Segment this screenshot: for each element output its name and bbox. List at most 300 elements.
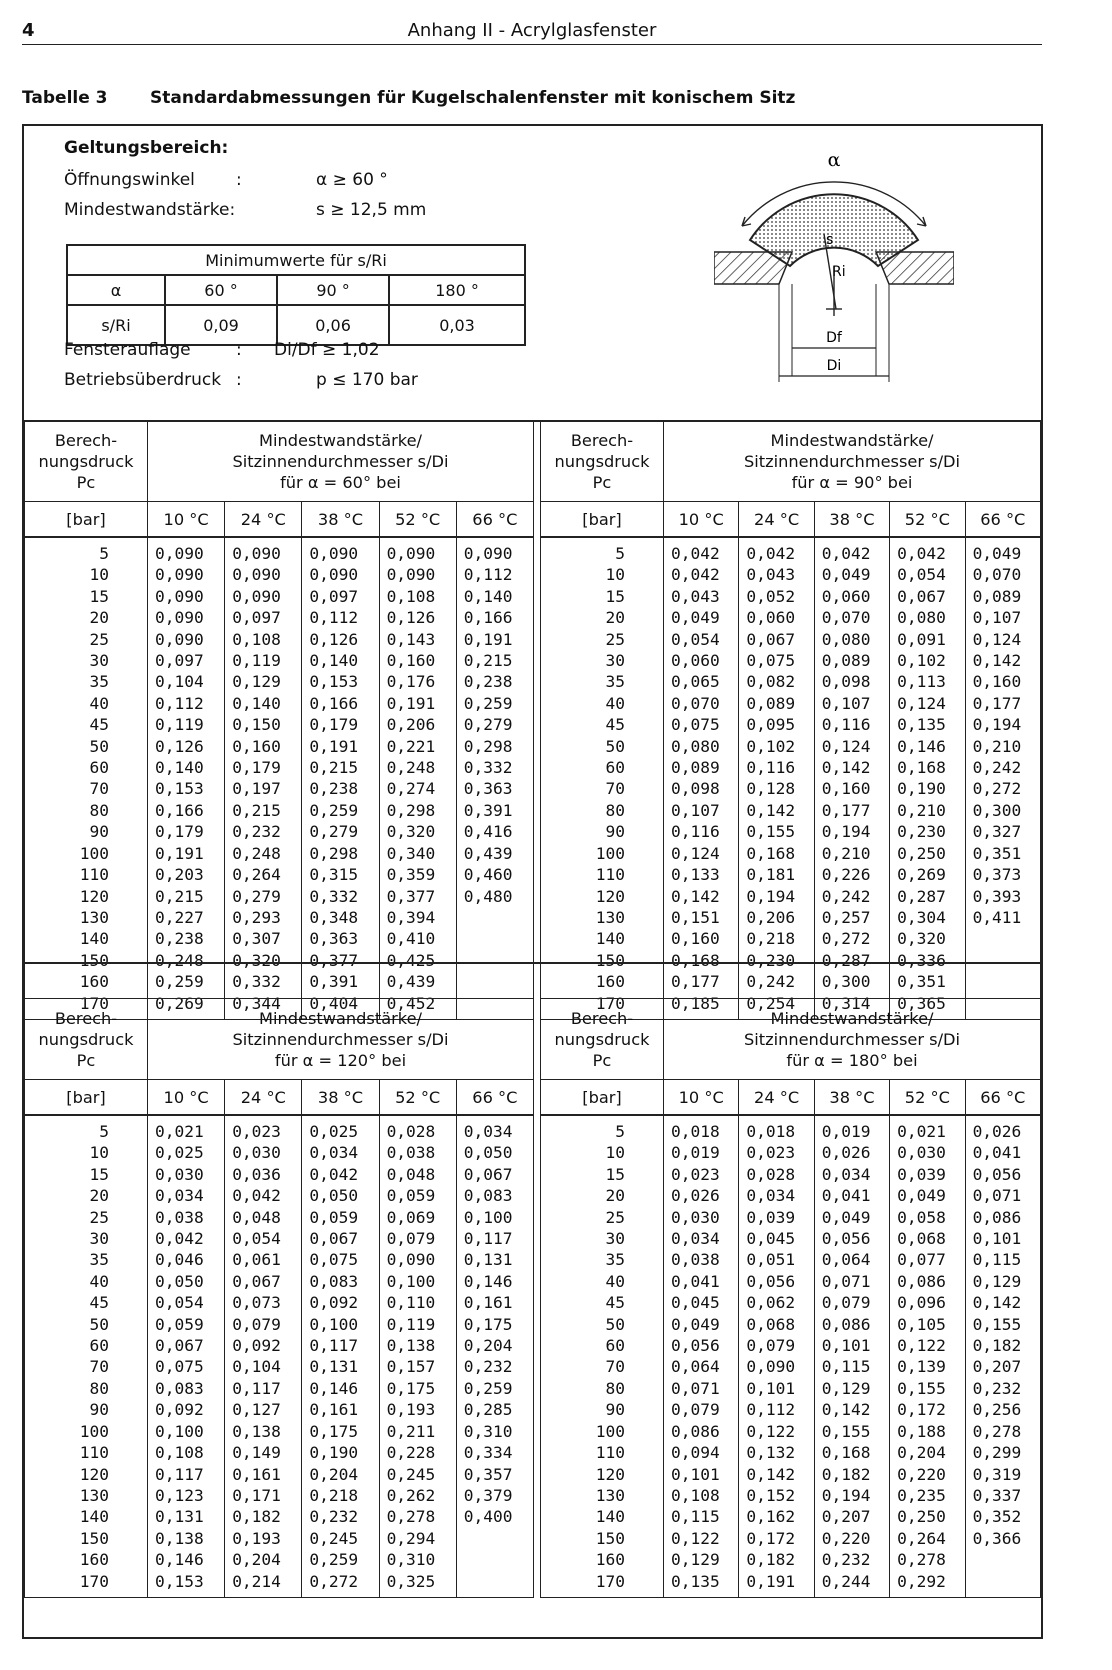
value-cell — [965, 950, 1040, 971]
value-cell: 0,107 — [664, 800, 739, 821]
value-cell — [456, 1549, 533, 1570]
value-cell: 0,126 — [379, 607, 456, 628]
value-cell: 0,304 — [890, 907, 965, 928]
value-cell: 0,070 — [814, 607, 889, 628]
value-cell: 0,075 — [148, 1356, 225, 1377]
value-cell: 0,259 — [302, 800, 379, 821]
pressure-cell: 35 — [541, 1249, 664, 1270]
pressure-cell: 20 — [25, 1185, 148, 1206]
value-cell: 0,161 — [302, 1399, 379, 1420]
pressure-cell: 100 — [541, 843, 664, 864]
temp-header: 38 °C — [302, 502, 379, 538]
value-cell: 0,363 — [302, 928, 379, 949]
value-cell: 0,119 — [225, 650, 302, 671]
diagram-label-ri: Ri — [832, 264, 846, 280]
value-cell: 0,227 — [148, 907, 225, 928]
value-cell: 0,023 — [664, 1164, 739, 1185]
pressure-cell: 150 — [25, 1528, 148, 1549]
value-cell: 0,090 — [148, 537, 225, 564]
value-cell: 0,194 — [965, 714, 1040, 735]
value-cell: 0,161 — [456, 1292, 533, 1313]
value-cell — [456, 928, 533, 949]
value-cell: 0,110 — [379, 1292, 456, 1313]
value-cell — [965, 1549, 1040, 1570]
value-cell: 0,095 — [739, 714, 814, 735]
value-cell: 0,256 — [965, 1399, 1040, 1420]
pressure-cell: 70 — [25, 1356, 148, 1377]
table-row — [25, 1442, 534, 1463]
pressure-cell: 35 — [25, 1249, 148, 1270]
table-row — [25, 1485, 534, 1506]
value-cell: 0,179 — [148, 821, 225, 842]
value-cell: 0,060 — [664, 650, 739, 671]
value-cell: 0,160 — [225, 736, 302, 757]
value-cell: 0,146 — [456, 1271, 533, 1292]
value-cell: 0,050 — [148, 1271, 225, 1292]
pressure-cell: 30 — [541, 1228, 664, 1249]
value-cell: 0,177 — [664, 971, 739, 992]
value-cell: 0,086 — [664, 1421, 739, 1442]
value-cell: 0,049 — [664, 607, 739, 628]
value-cell: 0,112 — [456, 564, 533, 585]
value-cell: 0,194 — [814, 821, 889, 842]
value-cell: 0,334 — [456, 1442, 533, 1463]
pressure-cell: 60 — [541, 1335, 664, 1356]
value-cell: 0,391 — [302, 971, 379, 992]
value-cell: 0,210 — [814, 843, 889, 864]
value-cell: 0,272 — [302, 1571, 379, 1598]
scope-cond-pressure: p ≤ 170 bar — [316, 370, 418, 390]
value-cell: 0,131 — [148, 1506, 225, 1527]
value-cell: 0,062 — [739, 1292, 814, 1313]
temp-header: 24 °C — [739, 1080, 814, 1116]
pressure-cell: 45 — [25, 714, 148, 735]
temp-header: 10 °C — [664, 1080, 739, 1116]
value-cell: 0,310 — [379, 1549, 456, 1570]
value-cell: 0,179 — [302, 714, 379, 735]
table-title-header — [664, 999, 1041, 1080]
table-title-line: für α = 90° bei — [791, 472, 913, 492]
table-title-line: Sitzinnendurchmesser s/Di — [743, 451, 961, 471]
value-cell: 0,067 — [302, 1228, 379, 1249]
value-cell: 0,166 — [148, 800, 225, 821]
value-cell: 0,166 — [456, 607, 533, 628]
value-cell: 0,242 — [739, 971, 814, 992]
table-row — [541, 800, 1041, 821]
data-table-90 — [540, 420, 1041, 1020]
value-cell: 0,262 — [379, 1485, 456, 1506]
pressure-cell: 30 — [25, 1228, 148, 1249]
value-cell: 0,254 — [739, 993, 814, 1020]
value-cell: 0,228 — [379, 1442, 456, 1463]
table-row — [25, 886, 534, 907]
value-cell: 0,153 — [302, 671, 379, 692]
value-cell: 0,102 — [890, 650, 965, 671]
value-cell: 0,206 — [739, 907, 814, 928]
pressure-cell: 130 — [541, 907, 664, 928]
pressure-cell: 100 — [25, 1421, 148, 1442]
value-cell: 0,182 — [814, 1464, 889, 1485]
table-row — [25, 1292, 534, 1313]
table-row — [541, 1356, 1041, 1377]
pressure-cell: 5 — [541, 1115, 664, 1142]
value-cell: 0,300 — [814, 971, 889, 992]
value-cell: 0,030 — [225, 1142, 302, 1163]
pressure-header-line: nungsdruck — [38, 1029, 134, 1049]
value-cell: 0,054 — [890, 564, 965, 585]
table-row — [25, 650, 534, 671]
table-row — [541, 843, 1041, 864]
value-cell: 0,232 — [814, 1549, 889, 1570]
value-cell: 0,259 — [456, 1378, 533, 1399]
pressure-cell: 20 — [541, 607, 664, 628]
value-cell: 0,025 — [148, 1142, 225, 1163]
value-cell: 0,391 — [456, 800, 533, 821]
value-cell: 0,210 — [890, 800, 965, 821]
table-row — [541, 564, 1041, 585]
value-cell: 0,080 — [664, 736, 739, 757]
value-cell: 0,155 — [965, 1314, 1040, 1335]
value-cell: 0,185 — [664, 993, 739, 1020]
value-cell: 0,026 — [965, 1115, 1040, 1142]
value-cell: 0,080 — [890, 607, 965, 628]
pressure-cell: 45 — [541, 714, 664, 735]
pressure-header-line: Berech- — [54, 1008, 118, 1028]
value-cell: 0,068 — [739, 1314, 814, 1335]
value-cell: 0,075 — [664, 714, 739, 735]
value-cell: 0,026 — [664, 1185, 739, 1206]
pressure-cell: 30 — [541, 650, 664, 671]
table-row — [25, 1399, 534, 1420]
value-cell: 0,287 — [814, 950, 889, 971]
pressure-header — [541, 999, 664, 1080]
pressure-cell: 130 — [25, 907, 148, 928]
table-row — [25, 1378, 534, 1399]
value-cell: 0,058 — [890, 1207, 965, 1228]
value-cell: 0,097 — [225, 607, 302, 628]
value-cell: 0,034 — [814, 1164, 889, 1185]
value-cell: 0,287 — [890, 886, 965, 907]
value-cell: 0,041 — [664, 1271, 739, 1292]
value-cell: 0,116 — [739, 757, 814, 778]
pressure-cell: 110 — [25, 1442, 148, 1463]
value-cell: 0,232 — [965, 1378, 1040, 1399]
pressure-cell: 5 — [541, 537, 664, 564]
value-cell: 0,097 — [302, 586, 379, 607]
value-cell: 0,112 — [148, 693, 225, 714]
value-cell: 0,107 — [814, 693, 889, 714]
pressure-cell: 130 — [541, 1485, 664, 1506]
value-cell: 0,221 — [379, 736, 456, 757]
table-row — [541, 971, 1041, 992]
pressure-cell: 170 — [25, 1571, 148, 1598]
table-row — [541, 778, 1041, 799]
table-row — [541, 907, 1041, 928]
value-cell: 0,049 — [664, 1314, 739, 1335]
value-cell: 0,090 — [225, 537, 302, 564]
pressure-cell: 70 — [25, 778, 148, 799]
pressure-cell: 110 — [541, 1442, 664, 1463]
unit-header: [bar] — [541, 502, 664, 538]
value-cell: 0,030 — [664, 1207, 739, 1228]
data-table-180 — [540, 998, 1041, 1598]
value-cell: 0,230 — [739, 950, 814, 971]
value-cell: 0,327 — [965, 821, 1040, 842]
value-cell: 0,056 — [965, 1164, 1040, 1185]
value-cell: 0,377 — [302, 950, 379, 971]
value-cell: 0,034 — [739, 1185, 814, 1206]
value-cell: 0,172 — [739, 1528, 814, 1549]
scope-heading: Geltungsbereich: — [64, 138, 229, 158]
value-cell: 0,142 — [965, 650, 1040, 671]
value-cell: 0,272 — [965, 778, 1040, 799]
value-cell: 0,294 — [379, 1528, 456, 1549]
value-cell: 0,123 — [148, 1485, 225, 1506]
table-label: Tabelle 3 — [22, 88, 108, 108]
value-cell: 0,182 — [225, 1506, 302, 1527]
value-cell — [456, 971, 533, 992]
min-cell: 90 ° — [277, 275, 389, 305]
pressure-header-line: Pc — [76, 1050, 96, 1070]
value-cell: 0,108 — [664, 1485, 739, 1506]
value-cell: 0,292 — [890, 1571, 965, 1598]
min-cell: 180 ° — [389, 275, 525, 305]
table-row — [541, 607, 1041, 628]
value-cell: 0,377 — [379, 886, 456, 907]
table-row — [541, 1249, 1041, 1270]
page-number: 4 — [22, 20, 35, 41]
table-row — [25, 586, 534, 607]
pressure-cell: 90 — [541, 821, 664, 842]
value-cell: 0,067 — [456, 1164, 533, 1185]
table-row — [25, 843, 534, 864]
value-cell: 0,452 — [379, 993, 456, 1020]
value-cell: 0,298 — [302, 843, 379, 864]
table-row — [541, 693, 1041, 714]
value-cell: 0,083 — [148, 1378, 225, 1399]
value-cell: 0,191 — [456, 629, 533, 650]
value-cell: 0,320 — [225, 950, 302, 971]
value-cell: 0,416 — [456, 821, 533, 842]
value-cell: 0,042 — [302, 1164, 379, 1185]
value-cell: 0,089 — [965, 586, 1040, 607]
pressure-cell: 40 — [25, 1271, 148, 1292]
value-cell: 0,204 — [225, 1549, 302, 1570]
min-cell: α — [67, 275, 165, 305]
value-cell: 0,179 — [225, 757, 302, 778]
value-cell: 0,259 — [456, 693, 533, 714]
value-cell: 0,086 — [890, 1271, 965, 1292]
value-cell: 0,410 — [379, 928, 456, 949]
value-cell: 0,108 — [379, 586, 456, 607]
value-cell: 0,379 — [456, 1485, 533, 1506]
pressure-cell: 140 — [25, 1506, 148, 1527]
value-cell: 0,039 — [890, 1164, 965, 1185]
value-cell: 0,264 — [225, 864, 302, 885]
temp-header: 24 °C — [739, 502, 814, 538]
value-cell: 0,146 — [890, 736, 965, 757]
value-cell: 0,079 — [379, 1228, 456, 1249]
table-row — [541, 736, 1041, 757]
diagram-label-s: s — [826, 232, 834, 248]
value-cell: 0,197 — [225, 778, 302, 799]
value-cell: 0,142 — [739, 1464, 814, 1485]
table-row — [25, 800, 534, 821]
value-cell: 0,359 — [379, 864, 456, 885]
pressure-cell: 30 — [25, 650, 148, 671]
value-cell: 0,373 — [965, 864, 1040, 885]
value-cell: 0,077 — [890, 1249, 965, 1270]
value-cell: 0,117 — [148, 1464, 225, 1485]
min-cell: 0,03 — [389, 305, 525, 345]
table-row — [541, 537, 1041, 564]
value-cell: 0,190 — [890, 778, 965, 799]
value-cell: 0,204 — [456, 1335, 533, 1356]
value-cell: 0,215 — [148, 886, 225, 907]
pressure-cell: 60 — [25, 757, 148, 778]
value-cell: 0,089 — [739, 693, 814, 714]
value-cell: 0,155 — [739, 821, 814, 842]
value-cell: 0,138 — [148, 1528, 225, 1549]
value-cell — [965, 971, 1040, 992]
value-cell: 0,080 — [814, 629, 889, 650]
table-row — [541, 1335, 1041, 1356]
data-table — [540, 998, 1041, 1598]
value-cell: 0,092 — [225, 1335, 302, 1356]
value-cell: 0,023 — [739, 1142, 814, 1163]
pressure-cell: 120 — [25, 886, 148, 907]
value-cell: 0,211 — [379, 1421, 456, 1442]
data-table — [24, 420, 534, 1020]
value-cell: 0,018 — [739, 1115, 814, 1142]
value-cell — [456, 907, 533, 928]
table-row — [25, 928, 534, 949]
value-cell: 0,073 — [225, 1292, 302, 1313]
value-cell: 0,090 — [379, 564, 456, 585]
value-cell: 0,157 — [379, 1356, 456, 1377]
scope-cond-wall: s ≥ 12,5 mm — [316, 200, 427, 220]
value-cell: 0,090 — [379, 1249, 456, 1270]
value-cell: 0,049 — [965, 537, 1040, 564]
temp-header: 52 °C — [890, 1080, 965, 1116]
value-cell: 0,060 — [739, 607, 814, 628]
pressure-cell: 45 — [25, 1292, 148, 1313]
value-cell: 0,176 — [379, 671, 456, 692]
pressure-header — [541, 421, 664, 502]
table-row — [25, 1115, 534, 1142]
value-cell: 0,101 — [664, 1464, 739, 1485]
value-cell: 0,067 — [890, 586, 965, 607]
table-row — [25, 671, 534, 692]
pressure-cell: 70 — [541, 1356, 664, 1377]
value-cell: 0,140 — [225, 693, 302, 714]
pressure-cell: 15 — [25, 586, 148, 607]
pressure-cell: 15 — [541, 1164, 664, 1185]
value-cell: 0,250 — [890, 1506, 965, 1527]
value-cell: 0,127 — [225, 1399, 302, 1420]
table-row — [541, 950, 1041, 971]
pressure-header — [25, 421, 148, 502]
value-cell: 0,034 — [456, 1115, 533, 1142]
value-cell: 0,069 — [379, 1207, 456, 1228]
value-cell: 0,352 — [965, 1506, 1040, 1527]
value-cell: 0,150 — [225, 714, 302, 735]
value-cell: 0,071 — [814, 1271, 889, 1292]
data-table-60 — [24, 420, 534, 1020]
value-cell: 0,108 — [148, 1442, 225, 1463]
value-cell: 0,115 — [664, 1506, 739, 1527]
value-cell: 0,070 — [664, 693, 739, 714]
value-cell: 0,230 — [890, 821, 965, 842]
value-cell: 0,168 — [890, 757, 965, 778]
value-cell: 0,086 — [965, 1207, 1040, 1228]
value-cell: 0,278 — [965, 1421, 1040, 1442]
value-cell: 0,149 — [225, 1442, 302, 1463]
pressure-cell: 120 — [541, 886, 664, 907]
pressure-cell: 80 — [541, 800, 664, 821]
table-row — [541, 629, 1041, 650]
value-cell: 0,038 — [148, 1207, 225, 1228]
value-cell: 0,108 — [225, 629, 302, 650]
value-cell: 0,100 — [302, 1314, 379, 1335]
pressure-cell: 90 — [25, 821, 148, 842]
pressure-cell: 50 — [541, 1314, 664, 1335]
value-cell: 0,299 — [965, 1442, 1040, 1463]
pressure-cell: 70 — [541, 778, 664, 799]
value-cell: 0,105 — [890, 1314, 965, 1335]
temp-header: 38 °C — [814, 502, 889, 538]
section-divider — [24, 962, 1041, 964]
window-seat-diagram — [714, 144, 954, 394]
scope-cond-seat: Di/Df ≥ 1,02 — [274, 340, 380, 360]
table-row — [25, 950, 534, 971]
table-row — [25, 714, 534, 735]
value-cell: 0,264 — [890, 1528, 965, 1549]
value-cell: 0,097 — [148, 650, 225, 671]
value-cell: 0,045 — [664, 1292, 739, 1313]
value-cell: 0,285 — [456, 1399, 533, 1420]
value-cell: 0,279 — [225, 886, 302, 907]
diagram-label-di: Di — [826, 358, 842, 374]
table-row — [25, 1249, 534, 1270]
value-cell: 0,079 — [225, 1314, 302, 1335]
value-cell: 0,104 — [225, 1356, 302, 1377]
value-cell: 0,124 — [814, 736, 889, 757]
table-row — [541, 1485, 1041, 1506]
pressure-cell: 40 — [541, 693, 664, 714]
value-cell: 0,107 — [965, 607, 1040, 628]
value-cell: 0,090 — [225, 564, 302, 585]
temp-header: 38 °C — [302, 1080, 379, 1116]
value-cell: 0,248 — [225, 843, 302, 864]
pressure-cell: 160 — [541, 971, 664, 992]
temp-header: 38 °C — [814, 1080, 889, 1116]
temp-header: 24 °C — [225, 1080, 302, 1116]
value-cell: 0,042 — [148, 1228, 225, 1249]
table-row — [25, 1571, 534, 1598]
pressure-cell: 120 — [25, 1464, 148, 1485]
pressure-cell: 130 — [25, 1485, 148, 1506]
value-cell: 0,171 — [225, 1485, 302, 1506]
value-cell: 0,049 — [814, 1207, 889, 1228]
value-cell: 0,124 — [965, 629, 1040, 650]
temp-header: 10 °C — [148, 502, 225, 538]
value-cell: 0,104 — [148, 671, 225, 692]
scope-label-angle: Öffnungswinkel — [64, 170, 195, 190]
value-cell: 0,480 — [456, 886, 533, 907]
value-cell: 0,079 — [664, 1399, 739, 1420]
temp-header: 66 °C — [456, 502, 533, 538]
